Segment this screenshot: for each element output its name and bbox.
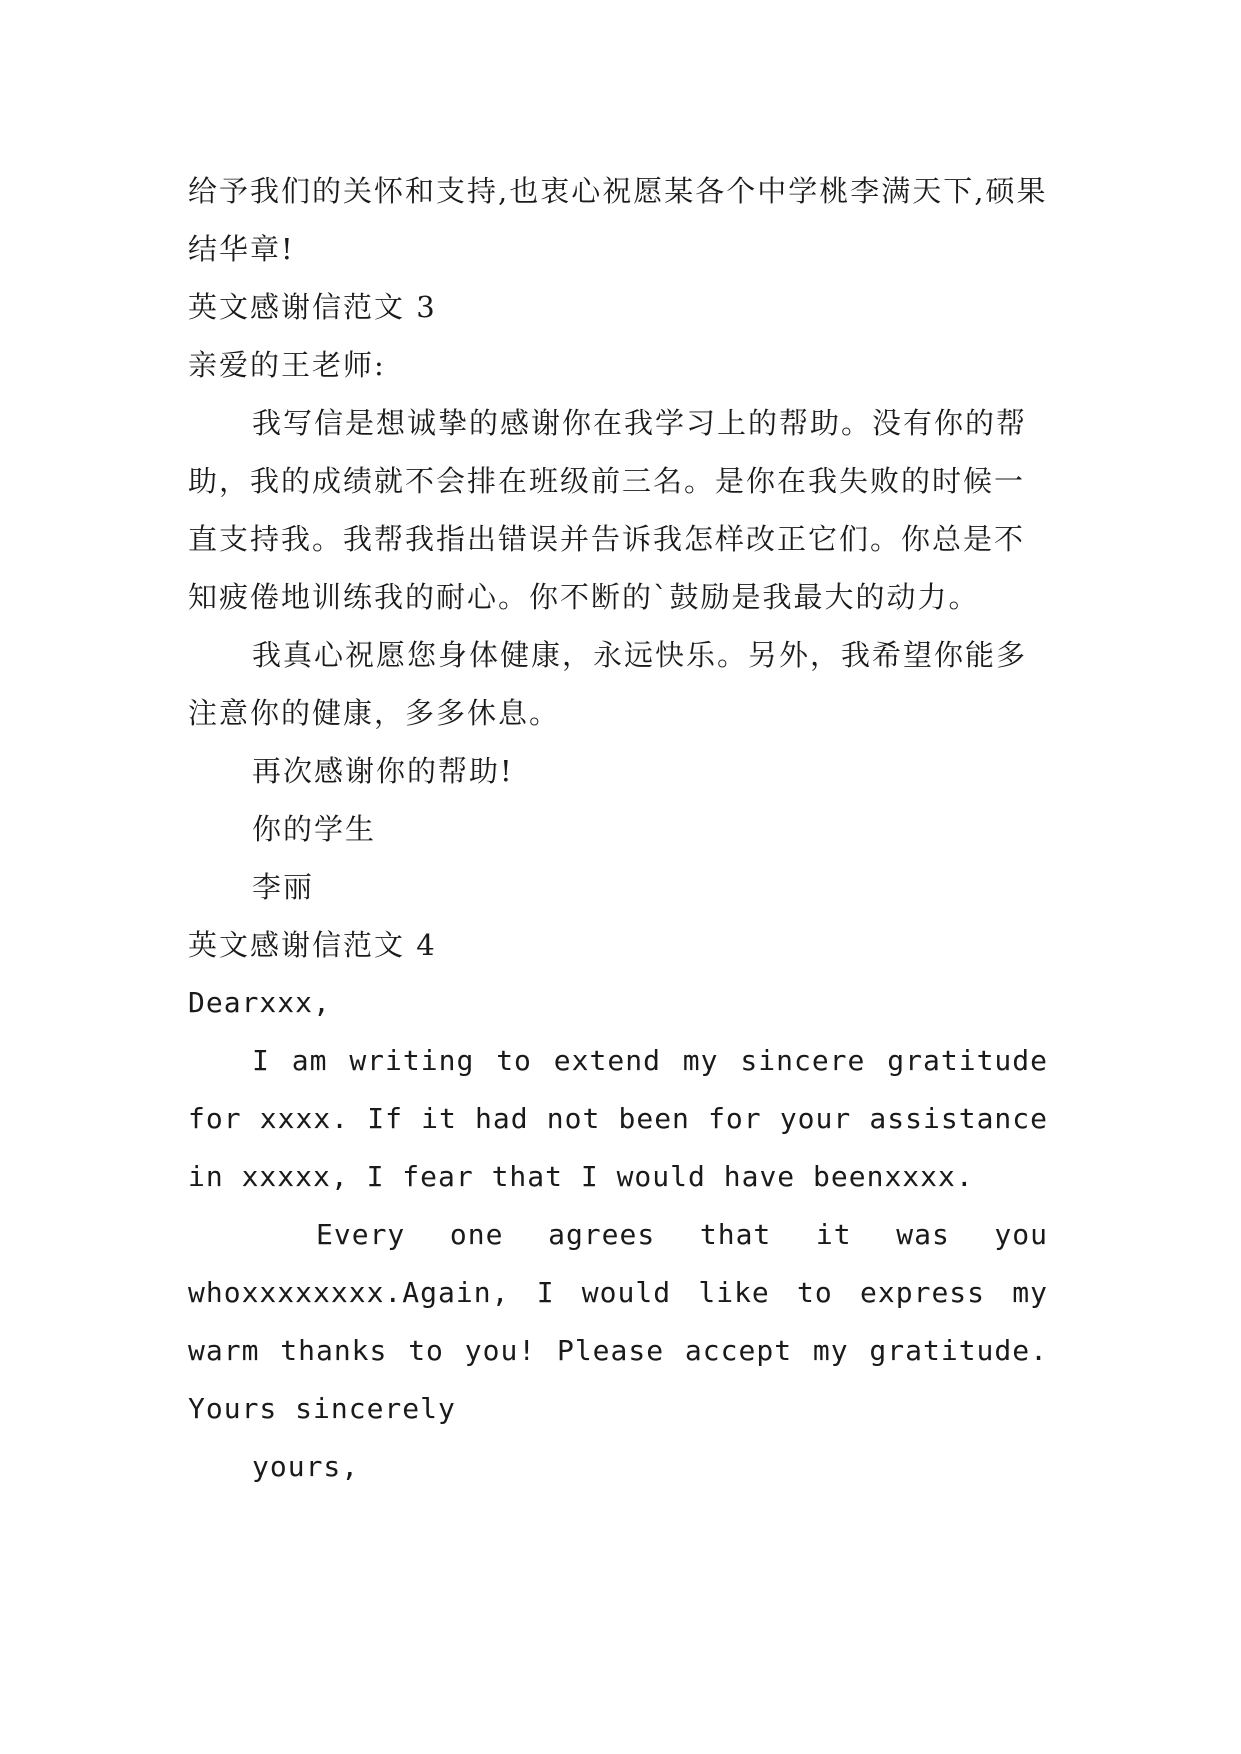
letter-body-paragraph-1: 我写信是想诚挚的感谢你在我学习上的帮助。没有你的帮助，我的成绩就不会排在班级前三名。是你在我失败的时候一直支持我。我帮我指出错误并告诉我怎样改正它们。你总是不知疲倦地训练我的耐心。你不断的`鼓励是我最大的动力。 bbox=[188, 406, 1028, 614]
english-letter-greeting: Dearxxx, bbox=[188, 986, 331, 1019]
section-heading-3: 英文感谢信范文 3 bbox=[188, 290, 437, 324]
closing-paragraph: 给予我们的关怀和支持,也衷心祝愿某各个中学桃李满天下,硕果结华章! bbox=[188, 174, 1048, 266]
section-heading-4: 英文感谢信范文 4 bbox=[188, 928, 437, 962]
english-letter-body-paragraph-2: Every one agrees that it was you whoxxxxxxxx.Again, I would like to express my warm thanks to you! Please accept my gratitude. Yours sincerely bbox=[188, 1218, 1048, 1425]
english-letter-closing: yours, bbox=[252, 1450, 360, 1483]
letter-body-paragraph-2: 我真心祝愿您身体健康，永远快乐。另外，我希望你能多注意你的健康，多多休息。 bbox=[188, 638, 1028, 730]
letter-greeting-3: 亲爱的王老师: bbox=[188, 348, 386, 382]
letter-thanks-line: 再次感谢你的帮助! bbox=[252, 754, 514, 788]
document-body bbox=[188, 162, 1048, 1496]
letter-signature-title: 你的学生 bbox=[252, 812, 377, 846]
letter-signature-name: 李丽 bbox=[252, 870, 315, 904]
english-letter-body-paragraph-1: I am writing to extend my sincere gratitude for xxxx. If it had not been for your assistance in xxxxx, I fear that I would have beenxxxx. bbox=[188, 1044, 1048, 1193]
